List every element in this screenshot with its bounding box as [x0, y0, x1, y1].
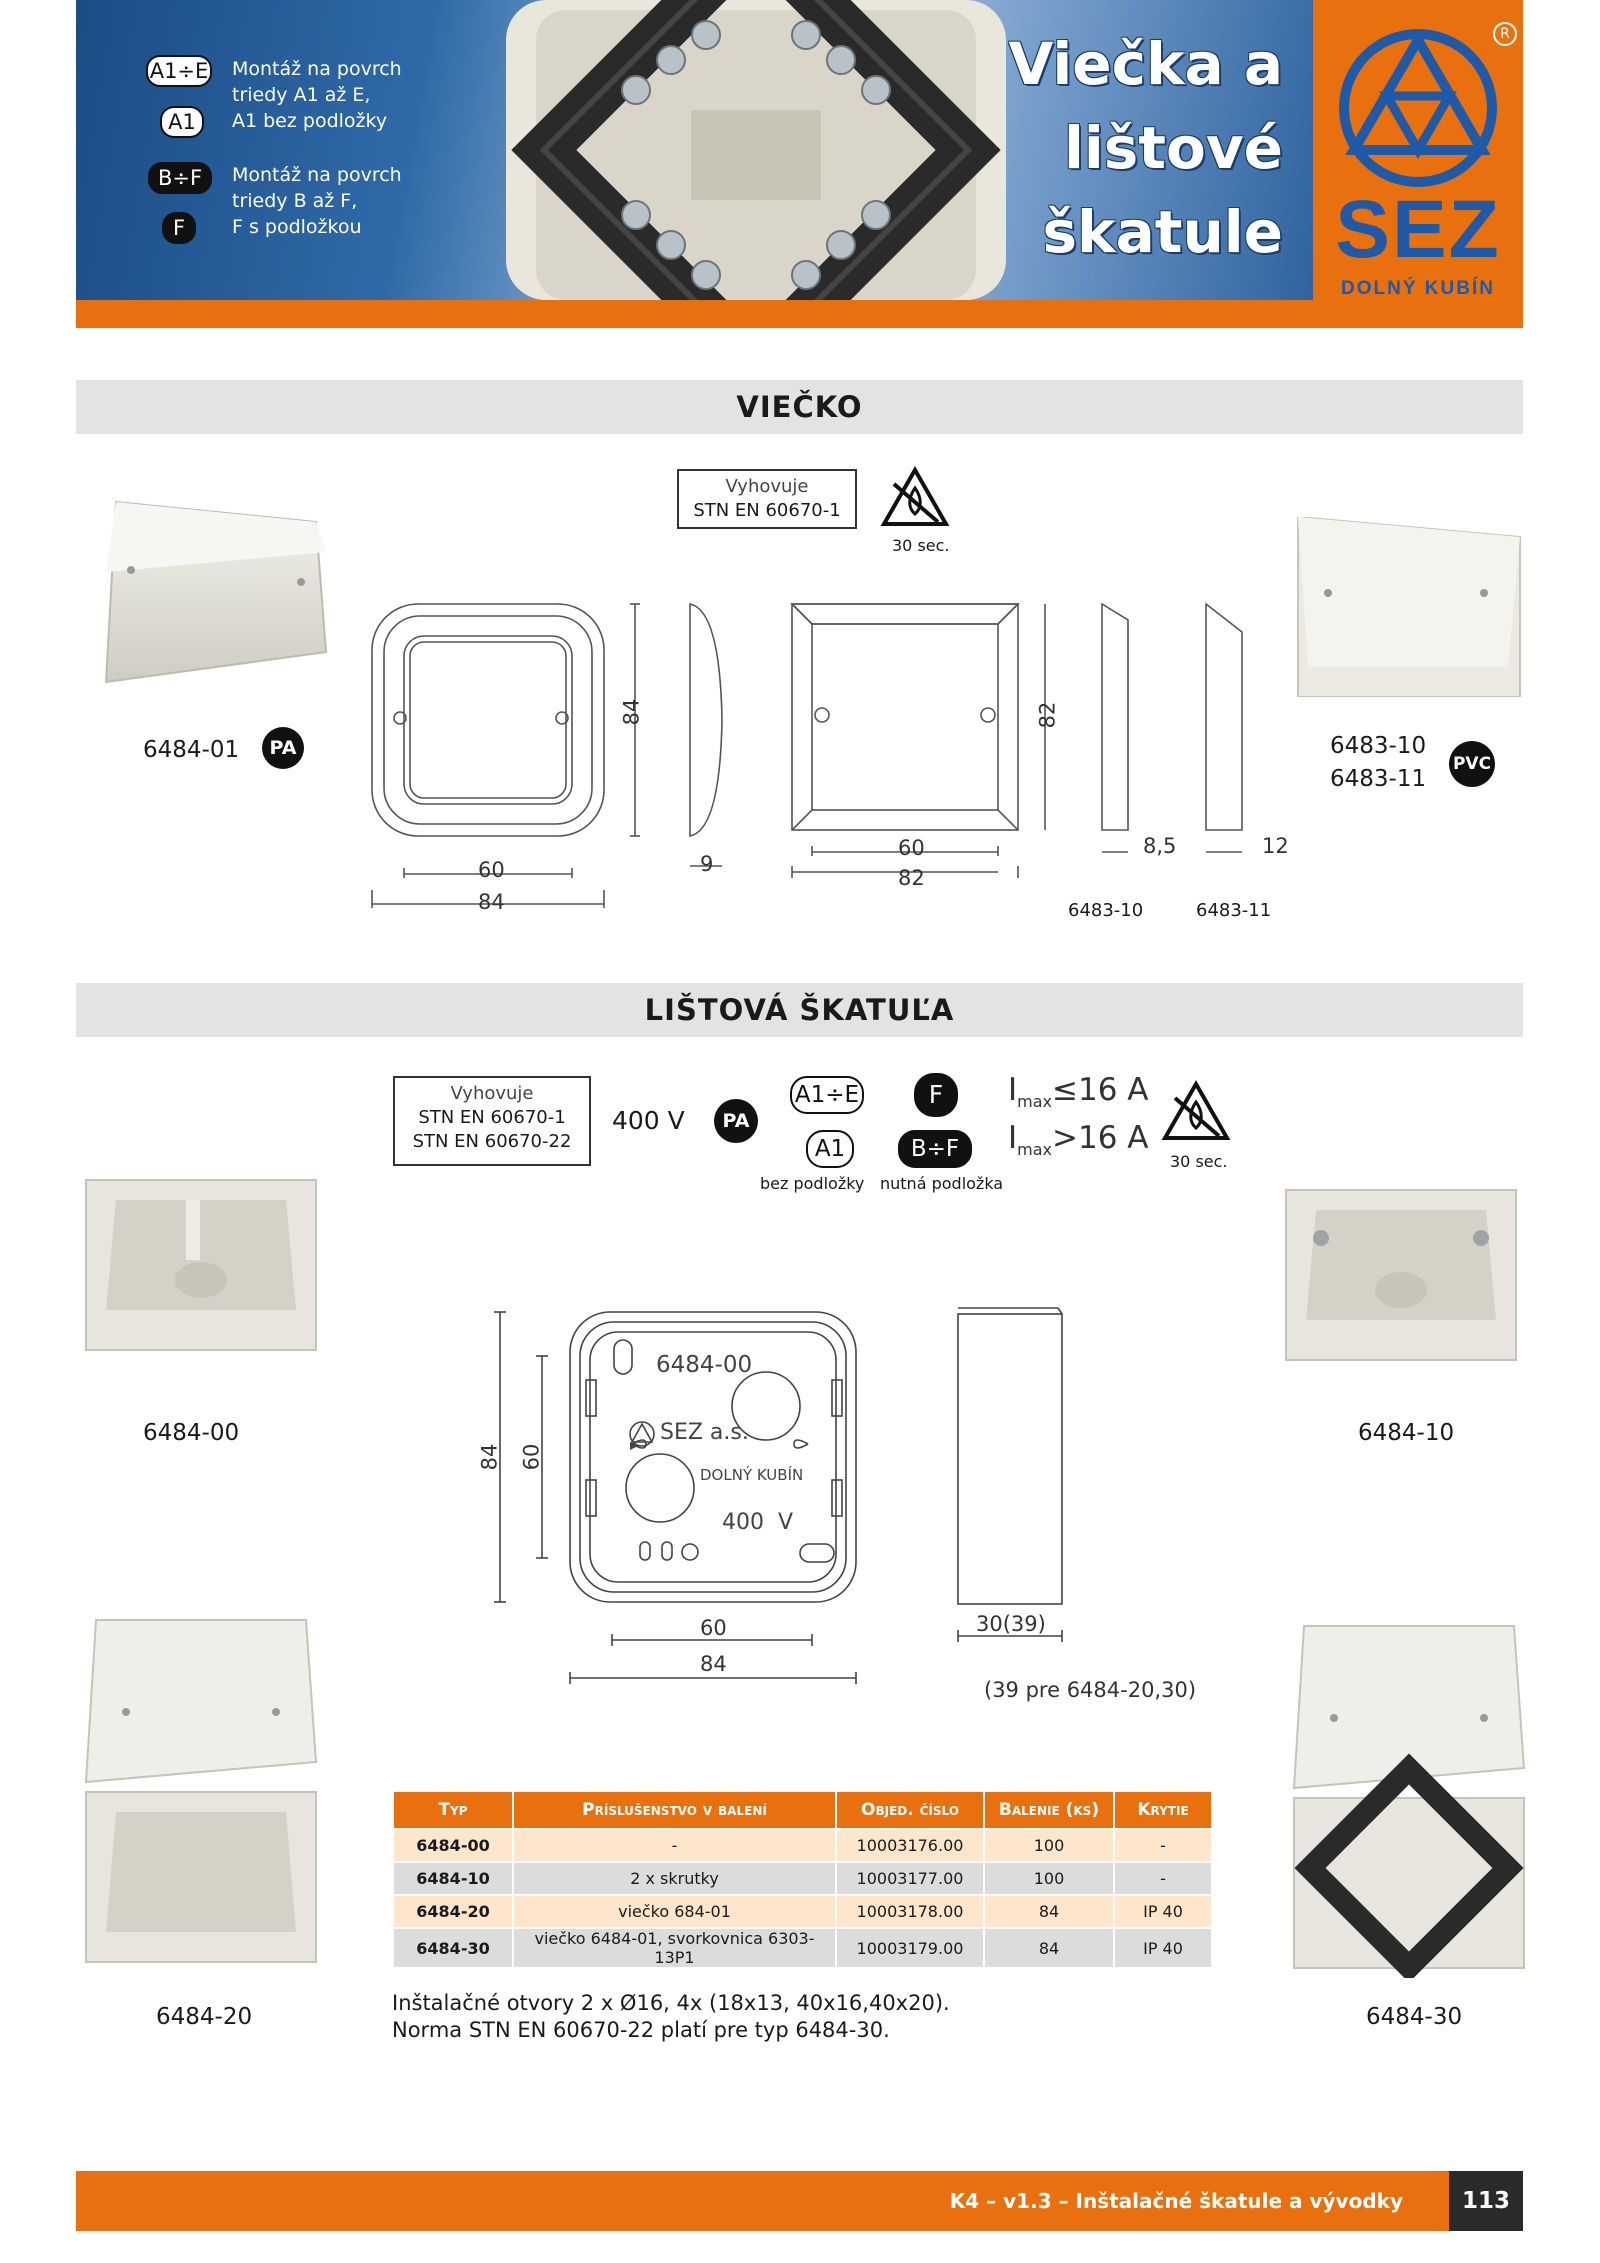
dim-82-vertical: 82 [1035, 701, 1060, 729]
cell-prislusenstvo: 2 x skrutky [514, 1863, 835, 1894]
fire-caption: 30 sec. [1170, 1152, 1228, 1171]
profile-label-6483-10: 6483-10 [1068, 900, 1144, 921]
dim-9: 9 [700, 852, 714, 876]
cell-typ: 6484-20 [394, 1896, 512, 1927]
sez-logo-icon [1336, 26, 1500, 190]
registered-mark: R [1493, 22, 1517, 46]
table-row [394, 1830, 1211, 1861]
material-badge-pa: PA [714, 1099, 758, 1143]
dim-60-vertical: 60 [519, 1443, 544, 1471]
cell-typ: 6484-30 [394, 1929, 512, 1967]
class-badge-a1-e: A1÷E [790, 1076, 864, 1114]
cell-balenie: 84 [985, 1896, 1113, 1927]
legend-badge-a1: A1 [160, 106, 204, 138]
current-symbol: I [1008, 1072, 1018, 1108]
installation-note: Inštalačné otvory 2 x Ø16, 4x (18x13, 40x16,40x20). Norma STN EN 60670-22 platí pre typ 6484-30. [392, 1991, 950, 2042]
table-row [394, 1929, 1211, 1967]
current-value: ≤16 A [1052, 1072, 1149, 1108]
current-subscript: max [1017, 1140, 1053, 1160]
cell-krytie: IP 40 [1115, 1929, 1211, 1967]
brand-name: SEZ [1335, 184, 1501, 275]
material-badge-pa: PA [262, 727, 304, 769]
cell-prislusenstvo: viečko 684-01 [514, 1896, 835, 1927]
norm-box-lid [677, 469, 857, 529]
photo-label-6484-00: 6484-00 [143, 1420, 240, 1446]
dim-12: 12 [1262, 834, 1289, 858]
profile-label-6483-11: 6483-11 [1196, 900, 1272, 921]
class-badge-f: F [914, 1073, 958, 1117]
legend-text-b-f: Montáž na povrch triedy B až F, F s podložkou [232, 164, 402, 238]
box-photo-6484-30 [1284, 1618, 1534, 1978]
current-value: >16 A [1052, 1120, 1149, 1156]
dim-82-horizontal: 82 [898, 866, 925, 890]
current-line-2 [1008, 1120, 1149, 1159]
drawing-voltage: 400 V [722, 1510, 794, 1535]
cell-balenie: 84 [985, 1929, 1113, 1967]
norm-line: STN EN 60670-1 [418, 1107, 566, 1128]
dim-84-horizontal: 84 [700, 1652, 727, 1676]
cell-typ: 6484-00 [394, 1830, 512, 1861]
box-photo-6484-20 [76, 1612, 326, 1972]
header-prislusenstvo: Príslušenstvo v balení [514, 1792, 835, 1828]
class-badge-b-f: B÷F [898, 1130, 972, 1168]
dim-depth: 30(39) [976, 1612, 1046, 1636]
footer-chapter: K4 – v1.3 – Inštalačné škatule a vývodky [949, 2189, 1403, 2213]
drawing-maker: SEZ a.s. [660, 1420, 749, 1445]
cell-prislusenstvo: viečko 6484-01, svorkovnica 6303-13P1 [514, 1929, 835, 1967]
cell-krytie: - [1115, 1863, 1211, 1894]
section-title: LIŠTOVÁ ŠKATUĽA [644, 993, 955, 1027]
header-banner [76, 0, 1523, 328]
header-objed-cislo: Objed. číslo [837, 1792, 983, 1828]
junction-box-photo [476, 0, 1036, 300]
dim-8-5: 8,5 [1143, 834, 1177, 858]
norm-line: Vyhovuje [450, 1083, 534, 1104]
cell-objed-cislo: 10003177.00 [837, 1863, 983, 1894]
norm-line: STN EN 60670-22 [412, 1131, 572, 1152]
material-badge-pvc: PVC [1449, 741, 1495, 787]
dim-60-horizontal: 60 [700, 1616, 727, 1640]
table-row [394, 1863, 1211, 1894]
cell-balenie: 100 [985, 1830, 1113, 1861]
section-bar-box [76, 983, 1523, 1037]
norm-line: STN EN 60670-1 [693, 500, 841, 521]
section-bar-lid [76, 380, 1523, 434]
cell-krytie: - [1115, 1830, 1211, 1861]
header-typ: Typ [394, 1792, 512, 1828]
legend-text-a1-e: Montáž na povrch triedy A1 až E, A1 bez podložky [232, 58, 402, 132]
box-photo-6484-10 [1276, 1180, 1526, 1370]
box-photo-6484-00 [76, 1160, 326, 1360]
dim-84-vertical: 84 [477, 1443, 502, 1471]
code-label-6483-10: 6483-10 [1330, 733, 1427, 759]
cell-objed-cislo: 10003179.00 [837, 1929, 983, 1967]
title-line: škatule [1042, 198, 1283, 266]
box-technical-drawing [470, 1300, 1090, 1700]
dim-84-horizontal: 84 [478, 890, 505, 914]
dim-depth-note: (39 pre 6484-20,30) [984, 1678, 1197, 1702]
logo-panel [1313, 0, 1523, 300]
legend-badge-b-f: B÷F [148, 162, 212, 194]
cell-objed-cislo: 10003178.00 [837, 1896, 983, 1927]
cell-krytie: IP 40 [1115, 1896, 1211, 1927]
drawing-city: DOLNÝ KUBÍN [700, 1466, 804, 1484]
cell-prislusenstvo: - [514, 1830, 835, 1861]
caption-nutna-podlozka: nutná podložka [880, 1174, 1004, 1193]
legend-badge-f: F [162, 212, 196, 244]
page-number: 113 [1449, 2171, 1523, 2231]
lid-photo-6483 [1288, 517, 1528, 697]
dim-60b: 60 [898, 836, 925, 860]
banner-stripe [76, 300, 1523, 328]
dim-84-vertical: 84 [619, 698, 644, 726]
header-balenie: Balenie (ks) [985, 1792, 1113, 1828]
page-title [1008, 22, 1283, 274]
table-header-row [394, 1792, 1211, 1828]
cell-objed-cislo: 10003176.00 [837, 1830, 983, 1861]
table-row [394, 1896, 1211, 1927]
voltage-label: 400 V [612, 1106, 685, 1135]
fire-resistance-icon [1161, 1080, 1231, 1144]
photo-label-6484-30: 6484-30 [1366, 2004, 1463, 2030]
norm-line: Vyhovuje [725, 476, 809, 497]
code-label-6483-11: 6483-11 [1330, 766, 1427, 792]
page-footer [76, 2171, 1523, 2231]
class-badge-a1: A1 [806, 1130, 854, 1168]
current-line-1 [1008, 1072, 1149, 1111]
legend-badge-a1-e: A1÷E [146, 55, 212, 87]
lid-photo-6484-01 [86, 492, 336, 692]
cell-typ: 6484-10 [394, 1863, 512, 1894]
section-title: VIEČKO [736, 390, 863, 424]
photo-label-6484-10: 6484-10 [1358, 1420, 1455, 1446]
spec-table [392, 1790, 1213, 1969]
fire-caption: 30 sec. [892, 536, 950, 555]
caption-bez-podlozky: bez podložky [760, 1174, 865, 1193]
code-label-6484-01: 6484-01 [143, 737, 240, 763]
norm-box-box [393, 1076, 591, 1166]
header-krytie: Krytie [1115, 1792, 1211, 1828]
photo-label-6484-20: 6484-20 [156, 2004, 253, 2030]
cell-balenie: 100 [985, 1863, 1113, 1894]
current-symbol: I [1008, 1120, 1018, 1156]
title-line: Viečka a [1008, 30, 1283, 98]
fire-resistance-icon [880, 466, 950, 530]
current-subscript: max [1017, 1092, 1053, 1112]
brand-city: DOLNÝ KUBÍN [1341, 278, 1495, 299]
dim-60: 60 [478, 858, 505, 882]
title-line: lištové [1063, 114, 1283, 182]
drawing-code: 6484-00 [656, 1352, 753, 1378]
